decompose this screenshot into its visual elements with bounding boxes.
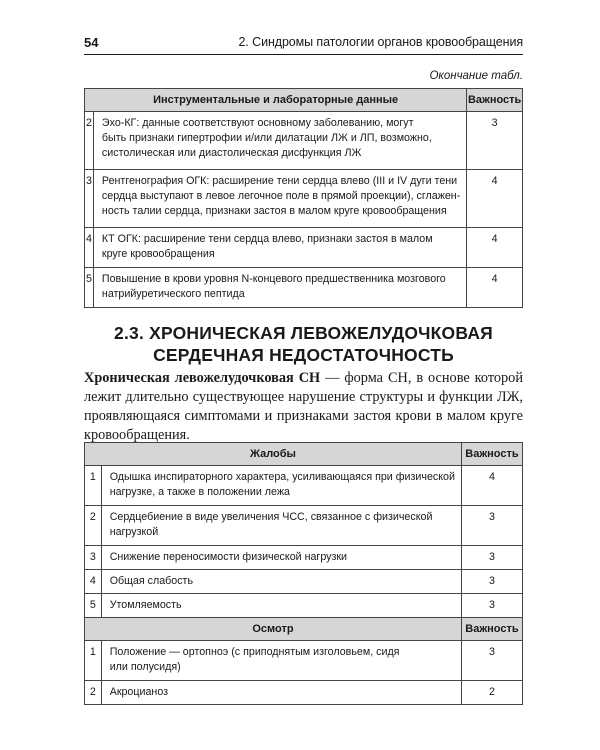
table-row <box>85 466 523 506</box>
section-title <box>84 322 523 366</box>
table-row <box>85 170 523 228</box>
table-row <box>85 228 523 268</box>
description-line: ность талии сердца, признаки застоя в малом круге кровообращения <box>101 205 447 217</box>
row-description <box>101 641 461 681</box>
description-line: быть признаки гипертрофии и/или дилатации ЛЖ и ЛП, возможно, <box>101 132 432 144</box>
description-line: Положение — ортопноэ (с приподнятым изголовьем, сидя <box>109 646 400 658</box>
description-line: натрийуретического пептида <box>101 288 245 300</box>
importance-value: 3 <box>467 112 523 170</box>
importance-value: 3 <box>461 570 522 594</box>
importance-value: 3 <box>461 506 522 546</box>
table-row <box>85 506 523 546</box>
intro-term: Хроническая левожелудочковая СН <box>84 370 321 386</box>
description-line: или полусидя) <box>109 661 181 673</box>
row-description <box>93 228 466 268</box>
table-row <box>85 681 523 705</box>
row-description <box>93 112 466 170</box>
row-description <box>101 466 461 506</box>
description-line: Одышка инспираторного характера, усиливающаяся при физической <box>109 471 455 483</box>
description-line: Эхо-КГ: данные соответствуют основному заболеванию, могут <box>101 117 414 129</box>
description-line: систолическая или диастолическая дисфункция ЛЖ <box>101 147 362 159</box>
section-title-line-2: СЕРДЕЧНАЯ НЕДОСТАТОЧНОСТЬ <box>153 345 454 365</box>
importance-value: 4 <box>467 170 523 228</box>
row-description <box>93 170 466 228</box>
importance-value: 4 <box>467 228 523 268</box>
instrumental-data-table <box>84 88 523 308</box>
description-line: Повышение в крови уровня N-концевого предшественника мозгового <box>101 273 446 285</box>
description-line: нагрузкой <box>109 526 159 538</box>
row-number: 2 <box>85 112 94 170</box>
row-number: 4 <box>85 228 94 268</box>
intro-text: — форма СН, в основе которой лежит длительно существующее нарушение структуры и функции ЛЖ, проявляющаяся симптомами и признаками застоя крови в малом круге кровообращения. <box>84 370 523 443</box>
page-number: 54 <box>84 35 99 50</box>
complaints-header-row <box>85 443 523 466</box>
importance-value: 4 <box>461 466 522 506</box>
importance-value: 3 <box>461 641 522 681</box>
column-header-complaints: Жалобы <box>85 443 462 466</box>
table-row <box>85 268 523 308</box>
table-row <box>85 641 523 681</box>
table-row <box>85 112 523 170</box>
description-line: Сердцебиение в виде увеличения ЧСС, связанное с физической <box>109 511 433 523</box>
row-number: 1 <box>85 466 102 506</box>
importance-value: 2 <box>461 681 522 705</box>
table-row <box>85 570 523 594</box>
description-line: сердца выступают в левое легочное поле в прямой проекции), сглажен- <box>101 190 461 202</box>
page-header <box>84 30 523 55</box>
row-description <box>101 594 461 618</box>
column-header-importance: Важность <box>467 89 523 112</box>
column-header-importance: Важность <box>461 443 522 466</box>
row-number: 1 <box>85 641 102 681</box>
row-number: 5 <box>85 268 94 308</box>
row-description <box>101 546 461 570</box>
description-line: нагрузке, а также в положении лежа <box>109 486 290 498</box>
description-line: Утомляемость <box>109 599 182 611</box>
description-line: Акроцианоз <box>109 686 169 698</box>
row-number: 2 <box>85 681 102 705</box>
table-row <box>85 594 523 618</box>
row-number: 5 <box>85 594 102 618</box>
table-continuation-note: Окончание табл. <box>429 70 523 82</box>
description-line: КТ ОГК: расширение тени сердца влево, признаки застоя в малом <box>101 233 433 245</box>
importance-value: 3 <box>461 546 522 570</box>
running-title: 2. Синдромы патологии органов кровообращения <box>238 35 523 49</box>
description-line: Рентгенография ОГК: расширение тени сердца влево (III и IV дуги тени <box>101 175 458 187</box>
symptoms-table <box>84 442 523 705</box>
importance-value: 3 <box>461 594 522 618</box>
importance-value: 4 <box>467 268 523 308</box>
table-row <box>85 546 523 570</box>
description-line: Снижение переносимости физической нагрузки <box>109 551 348 563</box>
table-header-row <box>85 89 523 112</box>
intro-paragraph <box>84 369 523 445</box>
row-number: 2 <box>85 506 102 546</box>
row-number: 3 <box>85 546 102 570</box>
row-description <box>93 268 466 308</box>
row-number: 4 <box>85 570 102 594</box>
description-line: Общая слабость <box>109 575 194 587</box>
row-description <box>101 570 461 594</box>
row-description <box>101 506 461 546</box>
row-description <box>101 681 461 705</box>
description-line: круге кровообращения <box>101 248 215 260</box>
section-title-line-1: 2.3. ХРОНИЧЕСКАЯ ЛЕВОЖЕЛУДОЧКОВАЯ <box>114 323 493 343</box>
column-header-exam: Осмотр <box>85 618 462 641</box>
exam-header-row <box>85 618 523 641</box>
column-header-importance: Важность <box>461 618 522 641</box>
column-header-instrumental: Инструментальные и лабораторные данные <box>85 89 467 112</box>
row-number: 3 <box>85 170 94 228</box>
